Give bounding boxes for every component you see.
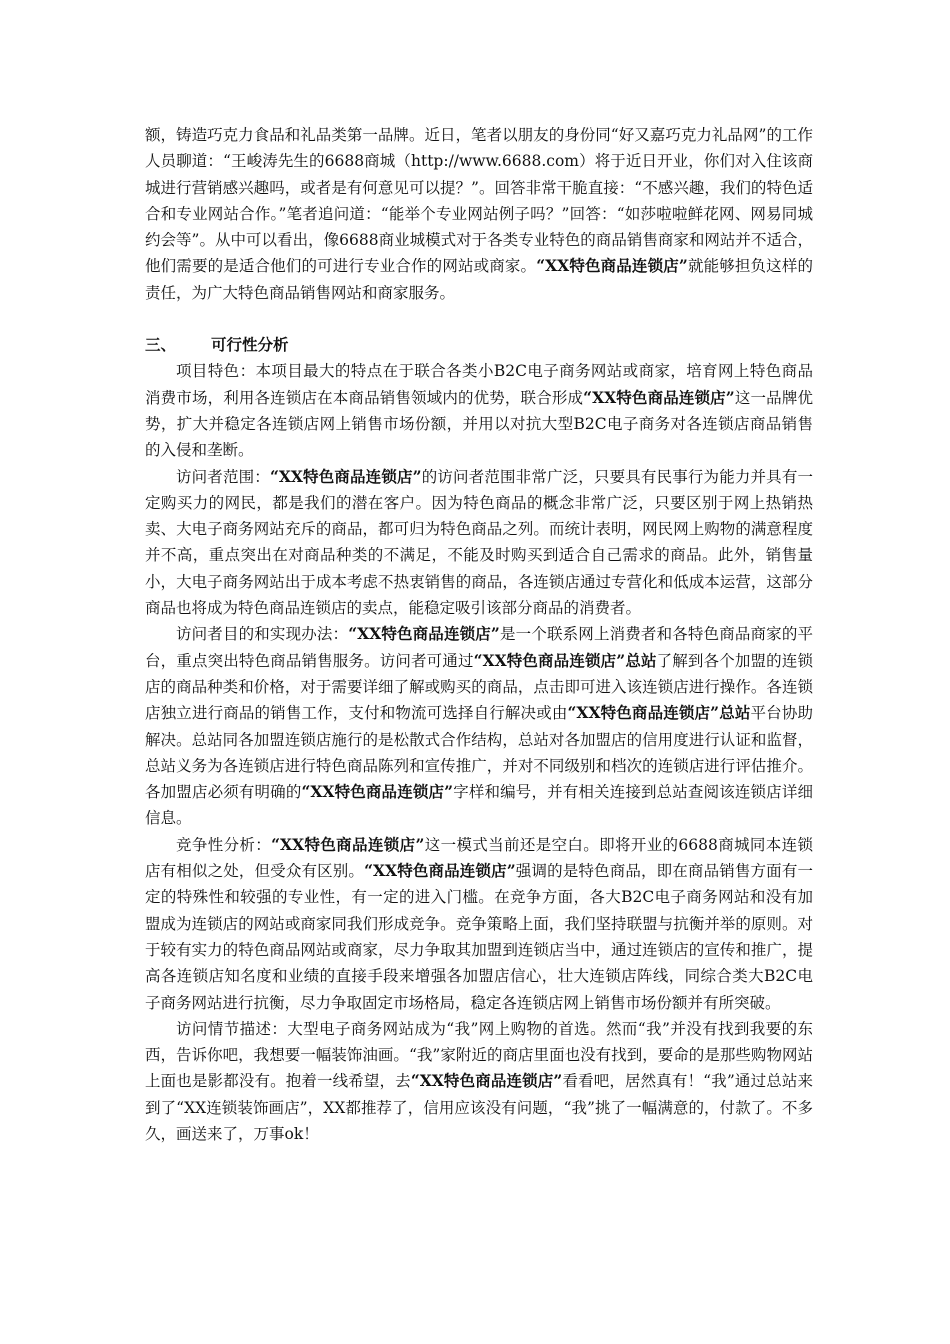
text-run: 访问者范围： [176, 467, 270, 486]
intro-paragraph [145, 122, 813, 306]
text-run: 是一个联系网上消费者和各特色商品商家的平台，重点突出特色商品销售服务。访问者可通过 [145, 625, 813, 670]
text-run: 就能够担负这样的责任，为广大特色商品销售网站和商家服务。 [145, 257, 813, 302]
text-run: 看看吧，居然真有！“我”通过总站来到了“XX连锁装饰画店”，XX都推荐了，信用应该没有问题，“我”挑了一幅满意的，付款了。不多久，画送来了，万事ok！ [145, 1072, 813, 1143]
document-page [145, 122, 813, 1147]
emphasis-brand: “XX特色商品连锁店” [271, 834, 425, 854]
text-run: 访问者目的和实现办法： [176, 625, 349, 644]
text-run: 字样和编号，并有相关连接到总站查阅该连锁店详细信息。 [145, 783, 813, 828]
text-run: 的访问者范围非常广泛，只要具有民事行为能力并具有一定购买力的网民，都是我们的潜在客户。因为特色商品的概念非常广泛，只要区别于网上热销热卖、大电子商务网站充斥的商品，都可归为特色商品之列。而统计表明，网民网上购物的满意程度并不高，重点突出在对商品种类的不满足，不能及时购买到适合自己需求的商品。此外，销售量小，大电子商务网站出于成本考虑不热衷销售的商品，各连锁店通过专营化和低成本运营，这部分商品也将成为特色商品连锁店的卖点，能稳定吸引该部分商品的消费者。 [145, 467, 813, 618]
text-run: 访问情节描述：大型电子商务网站成为“我”网上购物的首选。然而“我”并没有找到我要的东西，告诉你吧，我想要一幅装饰油画。“我”家附近的商店里面也没有找到，要命的是那些购物网站上面也是影都没有。抱着一线希望，去 [145, 1019, 813, 1091]
text-run: 竞争性分析： [176, 835, 272, 854]
text-run: 额，铸造巧克力食品和礼品类第一品牌。近日，笔者以朋友的身份同“好又嘉巧克力礼品网”的工作人员聊道：“王峻涛先生的6688商城（http://www.6688.com）将于近日开业，你们对入住该商城进行营销感兴趣吗，或者是有何意见可以提？”。回答非常干脆直接：“不感兴趣，我们的特色适合和专业网站合作。”笔者追问道：“能举个专业网站例子吗？”回答：“如莎啦啦鲜花网、网易同城约会等”。从中可以看出，像6688商业城模式对于各类专业特色的商品销售商家和网站并不适合，他们需要的是适合他们的可进行专业合作的网站或商家。 [145, 126, 813, 276]
emphasis-brand: “XX特色商品连锁店” [410, 1071, 563, 1091]
text-run: 这一品牌优势，扩大并稳定各连锁店网上销售市场份额，并用以对抗大型B2C电子商务对各连锁店商品销售的入侵和垄断。 [145, 388, 813, 460]
emphasis-brand: “XX特色商品连锁店”总站 [567, 703, 751, 723]
text-run: 平台协助解决。总站同各加盟连锁店施行的是松散式合作结构，总站对各加盟店的信用度进行认证和监督，总站义务为各连锁店进行特色商品陈列和宣传推广，并对不同级别和档次的连锁店进行评估推介。各加盟店必须有明确的 [145, 704, 813, 802]
emphasis-brand: “XX特色商品连锁店” [536, 256, 688, 276]
text-run: 了解到各个加盟的连锁店的商品种类和价格，对于需要详细了解或购买的商品，点击即可进入该连锁店进行操作。各连锁店独立进行商品的销售工作，支付和物流可选择自行解决或由 [145, 651, 813, 723]
paragraph-visit-scenario [145, 1016, 813, 1147]
text-run: 这一模式当前还是空白。即将开业的6688商城同本连锁店有相似之处，但受众有区别。 [145, 835, 813, 881]
paragraph-project-features [145, 358, 813, 463]
emphasis-brand: “XX特色商品连锁店” [269, 466, 422, 486]
section-heading [145, 332, 813, 358]
blank-line [145, 306, 813, 332]
paragraph-visitor-purpose [145, 621, 813, 831]
emphasis-brand: “XX特色商品连锁店” [364, 861, 516, 881]
section-title: 可行性分析 [211, 335, 289, 355]
emphasis-brand: “XX特色商品连锁店”总站 [473, 650, 657, 670]
section-number: 三、 [145, 335, 177, 355]
emphasis-brand: “XX特色商品连锁店” [348, 624, 500, 644]
text-run: 项目特色：本项目最大的特点在于联合各类小B2C电子商务网站或商家，培育网上特色商品消费市场，利用各连锁店在本商品销售领域内的优势，联合形成 [145, 362, 813, 407]
paragraph-visitor-scope [145, 464, 813, 622]
paragraph-competition [145, 832, 813, 1016]
text-run: 强调的是特色商品，即在商品销售方面有一定的特殊性和较强的专业性，有一定的进入门槛。在竞争方面，各大B2C电子商务网站和没有加盟成为连锁店的网站或商家同我们形成竞争。竞争策略上面，我们坚持联盟与抗衡并举的原则。对于较有实力的特色商品网站或商家，尽力争取其加盟到连锁店当中，通过连锁店的宣传和推广，提高各连锁店知名度和业绩的直接手段来增强各加盟店信心，壮大连锁店阵线，同综合类大B2C电子商务网站进行抗衡，尽力争取固定市场格局，稳定各连锁店网上销售市场份额并有所突破。 [145, 862, 813, 1012]
emphasis-brand: “XX特色商品连锁店” [583, 387, 735, 407]
emphasis-brand: “XX特色商品连锁店” [301, 782, 454, 802]
